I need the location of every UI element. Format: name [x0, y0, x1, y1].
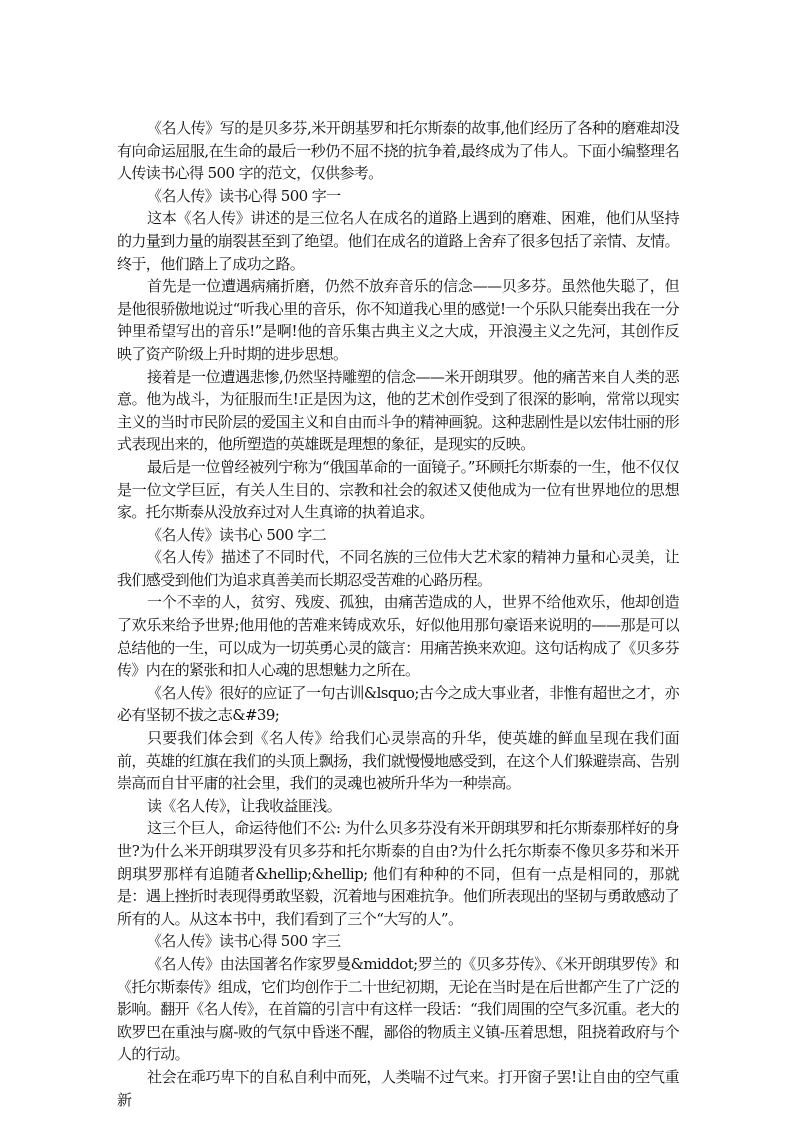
body-paragraph: 首先是一位遭遇病痛折磨，仍然不放弃音乐的信念——贝多芬。虽然他失聪了，但是他很骄傲地说过“听我心里的音乐，你不知道我心里的感觉!一个乐队只能奏出我在一分钟里希望写出的音乐!”是啊!他的音乐集古典主义之大成，开浪漫主义之先河，其创作反映了资产阶级上升时期的进步思想。: [117, 277, 679, 363]
body-paragraph: 社会在乖巧卑下的自私自利中而死，人类喘不过气来。打开窗子罢!让自由的空气重新: [117, 1067, 679, 1109]
body-paragraph: 《名人传》描述了不同时代，不同名族的三位伟大艺术家的精神力量和心灵美，让我们感受到他们为追求真善美而长期忍受苦难的心路历程。: [117, 548, 679, 589]
body-paragraph: 接着是一位遭遇悲惨,仍然坚持雕塑的信念——米开朗琪罗。他的痛苦来自人类的恶意。他为战斗，为征服而生!正是因为这，他的艺术创作受到了很深的影响，常常以现实主义的当时市民阶层的爱国主义和自由而斗争的精神画貌。这种悲剧性是以宏伟壮丽的形式表现出来的，他所塑造的英雄既是理想的象征，是现实的反映。: [117, 367, 679, 454]
section-heading-3: 《名人传》读书心得 500 字三: [147, 932, 341, 951]
body-paragraph: 《名人传》由法国著名作家罗曼&middot;罗兰的《贝多芬传》、《米开朗琪罗传》和《托尔斯泰传》组成，它们均创作于二十世纪初期，无论在当时是在后世都产生了广泛的影响。翻开《名人传》，在首篇的引言中有这样一段话：“我们周围的空气多沉重。老大的欧罗巴在重浊与腐-败的气氛中昏迷不醒，鄙俗的物质主义镇-压着思想，阻挠着政府与个人的行动。: [117, 954, 679, 1064]
section-heading-1: 《名人传》读书心得 500 字一: [147, 186, 341, 205]
intro-paragraph: 《名人传》写的是贝多芬,米开朗基罗和托尔斯泰的故事,他们经历了各种的磨难却没有向命运屈服,在生命的最后一秒仍不屈不挠的抗争着,最终成为了伟人。下面小编整理名人传读书心得 500 字的范文，仅供参考。: [117, 119, 679, 183]
body-paragraph: 这本《名人传》讲述的是三位名人在成名的道路上遇到的磨难、困难，他们从坚持的力量到力量的崩裂甚至到了绝望。他们在成名的道路上舍弃了很多包括了亲情、友情。终于，他们踏上了成功之路。: [117, 209, 679, 273]
body-paragraph: 一个不幸的人，贫穷、残废、孤独，由痛苦造成的人，世界不给他欢乐，他却创造了欢乐来给予世界;他用他的苦难来铸成欢乐，好似他用那句豪语来说明的——那是可以总结他的一生，可以成为一切英勇心灵的箴言：用痛苦换来欢迎。这句话构成了《贝多芬传》内在的紧张和扣人心魂的思想魅力之所在。: [117, 593, 679, 680]
body-paragraph: 这三个巨人，命运待他们不公: 为什么贝多芬没有米开朗琪罗和托尔斯泰那样好的身世?为什么米开朗琪罗没有贝多芬和托尔斯泰的自由?为什么托尔斯泰不像贝多芬和米开朗琪罗那样有追随者&hellip;&hellip; 他们有种种的不同，但有一点是相同的，那就是：遇上挫折时表现得勇敢坚毅，沉着地与困难抗争。他们所表现出的坚韧与勇敢感动了所有的人。从这本书中，我们看到了三个“大写的人”。: [117, 819, 679, 928]
body-paragraph: 最后是一位曾经被列宁称为“俄国革命的一面镜子。”环顾托尔斯泰的一生，他不仅仅是一位文学巨匠，有关人生目的、宗教和社会的叙述又使他成为一位有世界地位的思想家。托尔斯泰从没放弃过对人生真谛的执着追求。: [117, 457, 679, 522]
section-subheading: 读《名人传》，让我收益匪浅。: [147, 796, 342, 815]
body-paragraph: 只要我们体会到《名人传》给我们心灵崇高的升华，使英雄的鲜血呈现在我们面前，英雄的红旗在我们的头顶上飘扬，我们就慢慢地感受到，在这个人们躲避崇高、告别崇高而自甘平庸的社会里，我们的灵魂也被所升华为一种崇高。: [117, 729, 679, 793]
body-paragraph: 《名人传》很好的应证了一句古训&lsquo;古今之成大事业者，非惟有超世之才，亦必有坚韧不拔之志&#39;: [117, 683, 679, 725]
section-heading-2: 《名人传》读书心 500 字二: [147, 525, 327, 544]
document-body: [117, 117, 679, 1111]
